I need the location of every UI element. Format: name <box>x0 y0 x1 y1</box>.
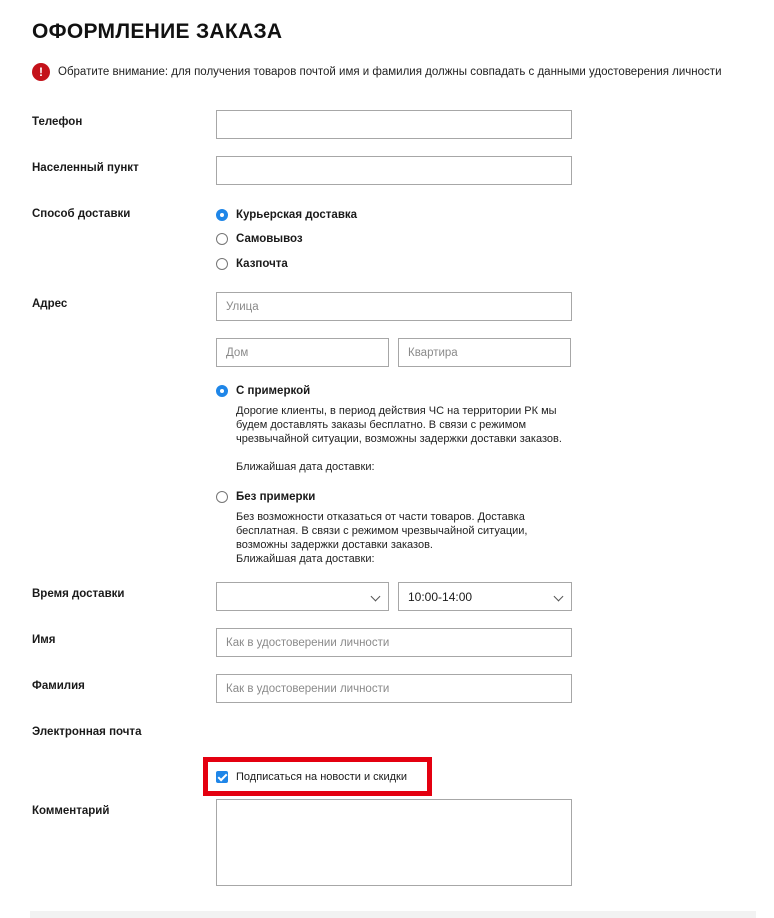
city-label: Населенный пункт <box>32 162 139 174</box>
first-name-label: Имя <box>32 634 56 646</box>
chevron-down-icon <box>554 592 564 602</box>
delivery-time-value: 10:00-14:00 <box>408 589 473 604</box>
comment-textarea[interactable] <box>216 799 572 886</box>
fitting-with-description: Дорогие клиенты, в период действия ЧС на территории РК мы будем доставлять заказы бесплатно. В связи с режимом чрезвычайной ситуации, возможны задержки доставки заказов. <box>236 405 562 445</box>
address-label: Адрес <box>32 298 68 310</box>
delivery-option-label: Курьерская доставка <box>236 209 358 221</box>
delivery-option-courier[interactable] <box>216 209 357 221</box>
apartment-input[interactable] <box>398 338 571 367</box>
subscribe-checkbox[interactable] <box>216 771 228 783</box>
delivery-option-label: Казпочта <box>236 258 288 270</box>
delivery-time-label: Время доставки <box>32 588 125 600</box>
radio-courier[interactable] <box>216 209 228 221</box>
bottom-bar <box>30 911 756 918</box>
fitting-with-label: С примеркой <box>236 385 311 397</box>
delivery-option-label: Самовывоз <box>236 233 303 245</box>
page-title: ОФОРМЛЕНИЕ ЗАКАЗА <box>32 20 283 43</box>
fitting-with-date: Ближайшая дата доставки: <box>236 461 375 473</box>
phone-input[interactable] <box>216 110 572 139</box>
exclamation-icon: ! <box>32 63 50 81</box>
radio-kazpost[interactable] <box>216 258 228 270</box>
fitting-without-date: Ближайшая дата доставки: <box>236 553 375 565</box>
notice-text: Обратите внимание: для получения товаров почтой имя и фамилия должны совпадать с данными удостоверения личности <box>58 66 722 78</box>
fitting-option-without[interactable] <box>216 491 315 503</box>
delivery-option-kazpost[interactable] <box>216 258 288 270</box>
last-name-input[interactable] <box>216 674 572 703</box>
delivery-date-select[interactable] <box>216 582 389 611</box>
subscribe-highlight[interactable] <box>203 757 432 796</box>
city-input[interactable] <box>216 156 572 185</box>
last-name-label: Фамилия <box>32 680 85 692</box>
house-input[interactable] <box>216 338 389 367</box>
comment-label: Комментарий <box>32 805 110 817</box>
fitting-option-with[interactable] <box>216 385 310 397</box>
phone-label: Телефон <box>32 116 83 128</box>
street-input[interactable] <box>216 292 572 321</box>
first-name-input[interactable] <box>216 628 572 657</box>
delivery-option-pickup[interactable] <box>216 233 303 245</box>
email-label: Электронная почта <box>32 726 142 738</box>
chevron-down-icon <box>371 592 381 602</box>
delivery-time-select[interactable] <box>398 582 572 611</box>
radio-pickup[interactable] <box>216 233 228 245</box>
delivery-method-label: Способ доставки <box>32 208 131 220</box>
subscribe-label: Подписаться на новости и скидки <box>236 770 408 783</box>
fitting-without-description: Без возможности отказаться от части товаров. Доставка бесплатная. В связи с режимом чрезвычайной ситуации, возможны задержки доставки заказов. <box>236 511 528 551</box>
fitting-without-label: Без примерки <box>236 491 316 503</box>
notice <box>32 63 722 81</box>
radio-without-fitting[interactable] <box>216 491 228 503</box>
radio-with-fitting[interactable] <box>216 385 228 397</box>
